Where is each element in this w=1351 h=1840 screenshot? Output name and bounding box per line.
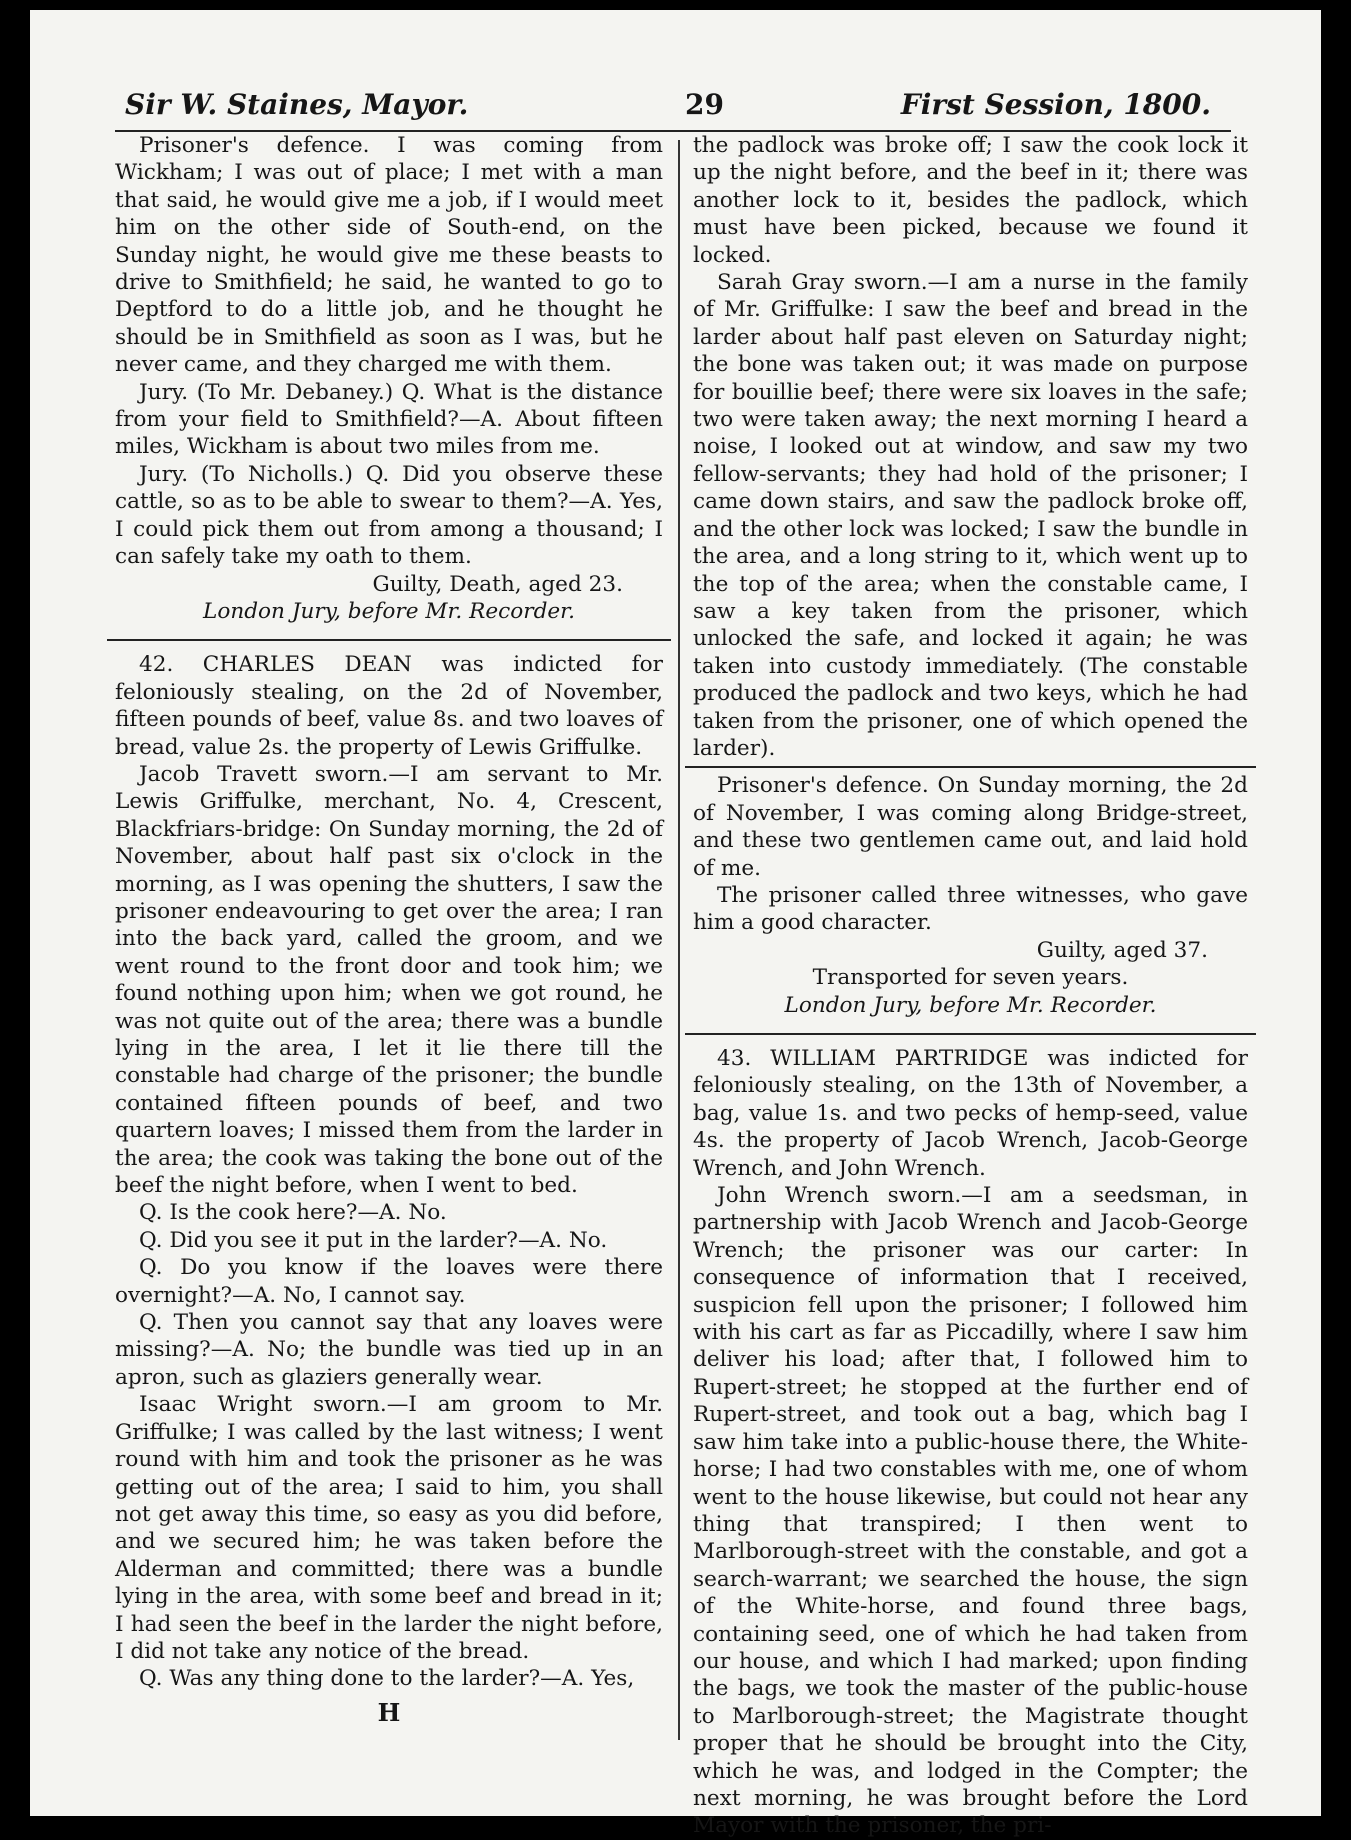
section-rule (685, 766, 1256, 768)
jury-question-1: Jury. (To Mr. Debaney.) Q. What is the distance from your field to Smithfield?—A. About fifteen miles, Wickham is about two miles from me. (115, 379, 663, 460)
case-42-heading: 42. CHARLES DEAN was indicted for feloniously stealing, on the 2d of November, fifteen pounds of beef, value 8s. and two loaves of bread, value 2s. the property of Lewis Griffulke. (115, 652, 663, 760)
verdict-42: Guilty, aged 37. (1036, 937, 1208, 963)
testimony-wright: Isaac Wright sworn.—I am groom to Mr. Griffulke; I was called by the last witness; I went round with him and took the prisoner as he was getting out of the area; I said to him, you shall not get away this time, so easy as you did before, and we secured him; he was taken before the Alderman and committed; there was a bundle lying in the area, with some beef and bread in it; I had seen the beef in the larder the night before, I did not take any notice of the bread. (115, 1392, 663, 1664)
testimony-travett: Jacob Travett sworn.—I am servant to Mr. Lewis Griffulke, merchant, No. 4, Crescent, Blackfriars-bridge: On Sunday morning, the 2d of November, about half past six o'clock in the morning, as I was opening the shutters, I saw the prisoner endeavouring to get over the area; I ran into the back yard, called the groom, and we went round to the front door and took him; we found nothing upon him; when we got round, he was not quite out of the area; there was a bundle lying in the area, I let it lie there till the constable had charge of the prisoner; the bundle contained fifteen pounds of beef, and two quartern loaves; I missed them from the larder in the area; the cook was taking the bone out of the beef the night before, when I went to bed. (115, 761, 663, 1199)
jury-question-2: Jury. (To Nicholls.) Q. Did you observe these cattle, so as to be able to swear to them?—A. Yes, I could pick them out from among a thousand; I can safely take my oath to them. (115, 461, 663, 570)
signature-mark: H (377, 1697, 401, 1727)
prisoner-defence-41: Prisoner's defence. I was coming from Wickham; I was out of place; I met with a man that said, he would give me a job, if I would meet him on the other side of South-end, on the Sunday night, he would give me these beasts to drive to Smithfield; he said, he wanted to go to Deptford to do a little job, and he thought he should be in Smithfield as soon as I was, but he never came, and they charged me with them. (115, 133, 663, 378)
left-column (115, 132, 663, 1726)
page (30, 10, 1321, 1839)
witnesses-note: The prisoner called three witnesses, who gave him a good character. (693, 882, 1248, 936)
question-line: Q. Do you know if the loaves were there overnight?—A. No, I cannot say. (115, 1255, 663, 1308)
case-43-heading: 43. WILLIAM PARTRIDGE was indicted for feloniously stealing, on the 13th of November, a bag, value 1s. and two pecks of hemp-seed, value 4s. the property of Jacob Wrench, Jacob-George Wrench, and John Wrench. (693, 1046, 1248, 1181)
running-header (125, 88, 1211, 128)
testimony-wrench: John Wrench sworn.—I am a seedsman, in partnership with Jacob Wrench and Jacob-George Wrench; the prisoner was our carter: In consequence of information that I received, suspicion fell upon the prisoner; I followed him with his cart as far as Piccadilly, where I saw him deliver his load; after that, I followed him to Rupert-street; he stopped at the further end of Rupert-street, and took out a bag, which bag I saw him take into a public-house there, the White-horse; I had two constables with me, one of whom went to the house likewise, but could not hear any thing that transpired; I then went to Marlborough-street with the constable, and got a search-warrant; we searched the house, the sign of the White-horse, and found three bags, containing seed, one of which he had taken from our house, and which I had marked; upon finding the bags, we took the master of the public-house to Marlborough-street; the Magistrate thought proper that he should be brought into the City, which he was, and lodged in the Compter; the next morning, he was brought before the Lord Mayor with the prisoner, the pri- (693, 1183, 1248, 1839)
column-divider (678, 140, 680, 1740)
testimony-continued: the padlock was broke off; I saw the cook lock it up the night before, and the beef in it; there was another lock to it, besides the padlock, which must have been picked, because we found it locked. (693, 133, 1248, 268)
court-41: London Jury, before Mr. Recorder. (202, 598, 575, 624)
case-separator (685, 1033, 1256, 1035)
testimony-gray: Sarah Gray sworn.—I am a nurse in the family of Mr. Griffulke: I saw the beef and bread in the larder about half past eleven on Saturday night; the bone was taken out; it was made on purpose for bouillie beef; there were six loaves in the safe; two were taken away; the next morning I heard a noise, I looked out at window, and saw my two fellow-servants; they had hold of the prisoner; I came down stairs, and saw the padlock broke off, and the other lock was locked; I saw the bundle in the area, and a long string to it, which went up to the top of the area; when the constable came, I saw a key taken from the prisoner, which unlocked the safe, and locked it again; he was taken into custody immediately. (The constable produced the padlock and two keys, which he had taken from the prisoner, one of which opened the larder). (693, 270, 1248, 761)
verdict-41: Guilty, Death, aged 23. (372, 571, 623, 597)
case-separator (107, 639, 671, 641)
question-line: Q. Then you cannot say that any loaves were missing?—A. No; the bundle was tied up in an apron, such as glaziers generally wear. (115, 1310, 663, 1390)
question-line: Q. Is the cook here?—A. No. (139, 1200, 447, 1226)
question-line: Q. Did you see it put in the larder?—A. No. (139, 1227, 608, 1253)
court-42: London Jury, before Mr. Recorder. (784, 992, 1157, 1018)
header-mayor: Sir W. Staines, Mayor. (125, 88, 469, 121)
header-session: First Session, 1800. (900, 88, 1211, 121)
question-line: Q. Was any thing done to the larder?—A. Yes, (139, 1666, 635, 1692)
sentence-42: Transported for seven years. (812, 965, 1129, 991)
page-number: 29 (685, 88, 724, 121)
right-column (693, 132, 1248, 1840)
prisoner-defence-42: Prisoner's defence. On Sunday morning, the 2d of November, I was coming along Bridge-street, and these two gentlemen came out, and laid hold of me. (693, 773, 1248, 881)
